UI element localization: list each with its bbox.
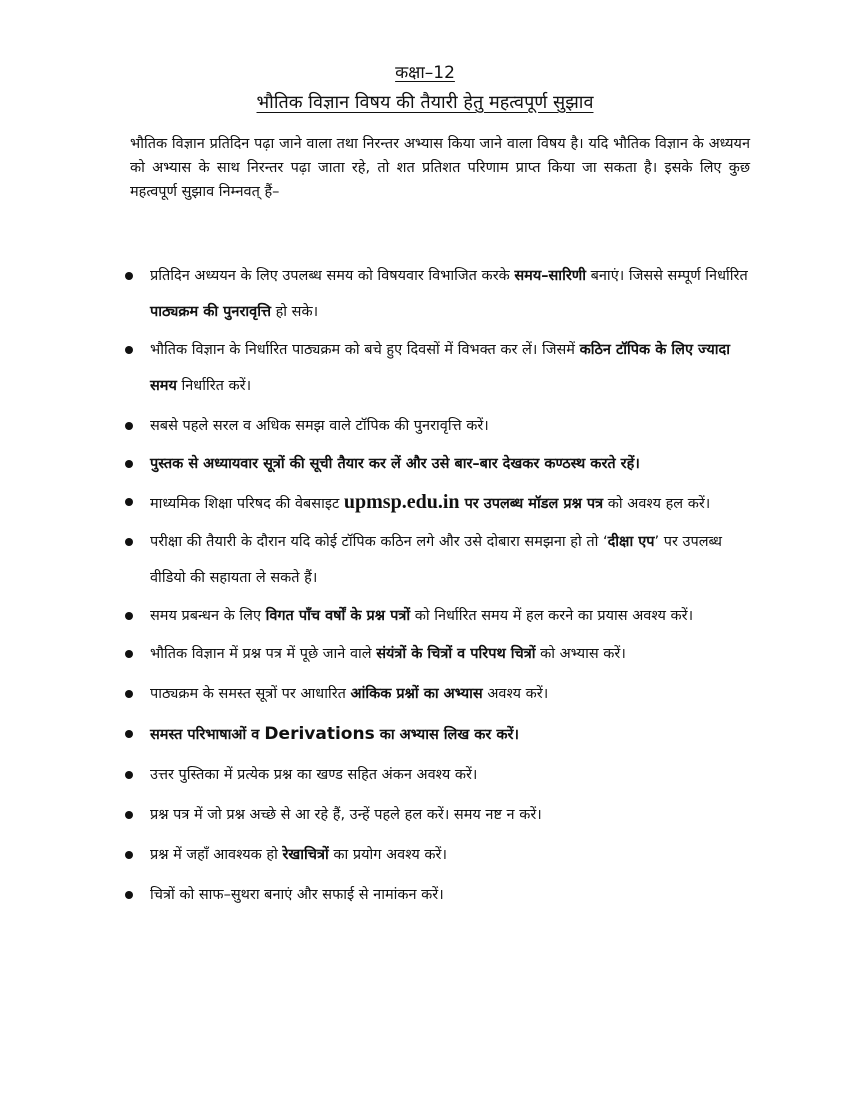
list-item: प्रश्न में जहाँ आवश्यक हो रेखाचित्रों का प्रयोग अवश्य करें। — [0, 835, 850, 875]
bullet-icon — [125, 730, 133, 738]
bullet-icon — [125, 851, 133, 859]
list-item: सबसे पहले सरल व अधिक समझ वाले टॉपिक की पुनरावृत्ति करें। — [0, 406, 850, 446]
suggestion-list — [0, 258, 850, 915]
list-item: परीक्षा की तैयारी के दौरान यदि कोई टॉपिक कठिन लगे और उसे दोबारा समझना हो तो ‘दीक्षा एप’ पर उपलब्ध वीडियो की सहायता ले सकते हैं। — [0, 524, 850, 596]
bullet-icon — [125, 422, 133, 430]
intro-paragraph: भौतिक विज्ञान प्रतिदिन पढ़ा जाने वाला तथा निरन्तर अभ्यास किया जाने वाला विषय है। यदि भौतिक विज्ञान के अध्ययन को अभ्यास के साथ निरन्तर पढ़ा जाता रहे, तो शत प्रतिशत परिणाम प्राप्त किया जा सकता है। इसके लिए कुछ महत्वपूर्ण सुझाव निम्नवत् हैं– — [130, 136, 750, 200]
list-item: माध्यमिक शिक्षा परिषद की वेबसाइट upmsp.edu.in पर उपलब्ध मॉडल प्रश्न पत्र को अवश्य हल करें। — [0, 484, 850, 522]
list-item: पुस्तक से अध्यायवार सूत्रों की सूची तैयार कर लें और उसे बार–बार देखकर कण्ठस्थ करते रहें। — [0, 446, 850, 482]
list-item: समस्त परिभाषाओं व Derivations का अभ्यास लिख कर करें। — [0, 714, 850, 755]
list-item: समय प्रबन्धन के लिए विगत पाँच वर्षों के प्रश्न पत्रों को निर्धारित समय में हल करने का प्रयास अवश्य करें। — [0, 598, 850, 634]
list-item: भौतिक विज्ञान में प्रश्न पत्र में पूछे जाने वाले संयंत्रों के चित्रों व परिपथ चित्रों को अभ्यास करें। — [0, 636, 850, 672]
bullet-icon — [125, 272, 133, 280]
bullet-icon — [125, 498, 133, 506]
list-item: प्रश्न पत्र में जो प्रश्न अच्छे से आ रहे हैं, उन्हें पहले हल करें। समय नष्ट न करें। — [0, 795, 850, 835]
bullet-icon — [125, 771, 133, 779]
bullet-icon — [125, 346, 133, 354]
class-label — [0, 62, 850, 84]
bullet-icon — [125, 460, 133, 468]
bullet-icon — [125, 891, 133, 899]
class-label-text: कक्षा–12 — [395, 63, 455, 83]
page-title — [0, 90, 850, 116]
list-item: भौतिक विज्ञान के निर्धारित पाठ्यक्रम को बचे हुए दिवसों में विभक्त कर लें। जिसमें कठिन टॉपिक के लिए ज्यादा समय निर्धारित करें। — [0, 332, 850, 404]
list-item: उत्तर पुस्तिका में प्रत्येक प्रश्न का खण्ड सहित अंकन अवश्य करें। — [0, 755, 850, 795]
bullet-icon — [125, 650, 133, 658]
bullet-icon — [125, 612, 133, 620]
list-item: पाठ्यक्रम के समस्त सूत्रों पर आधारित आंकिक प्रश्नों का अभ्यास अवश्य करें। — [0, 674, 850, 714]
bullet-icon — [125, 811, 133, 819]
page-title-text: भौतिक विज्ञान विषय की तैयारी हेतु महत्वपूर्ण सुझाव — [256, 92, 594, 113]
bullet-icon — [125, 538, 133, 546]
list-item: चित्रों को साफ–सुथरा बनाएं और सफाई से नामांकन करें। — [0, 875, 850, 915]
website-link[interactable]: upmsp.edu.in — [343, 491, 460, 513]
bullet-icon — [125, 690, 133, 698]
list-item: प्रतिदिन अध्ययन के लिए उपलब्ध समय को विषयवार विभाजित करके समय–सारिणी बनाएं। जिससे सम्पूर्ण निर्धारित पाठ्यक्रम की पुनरावृत्ति हो सके। — [0, 258, 850, 330]
